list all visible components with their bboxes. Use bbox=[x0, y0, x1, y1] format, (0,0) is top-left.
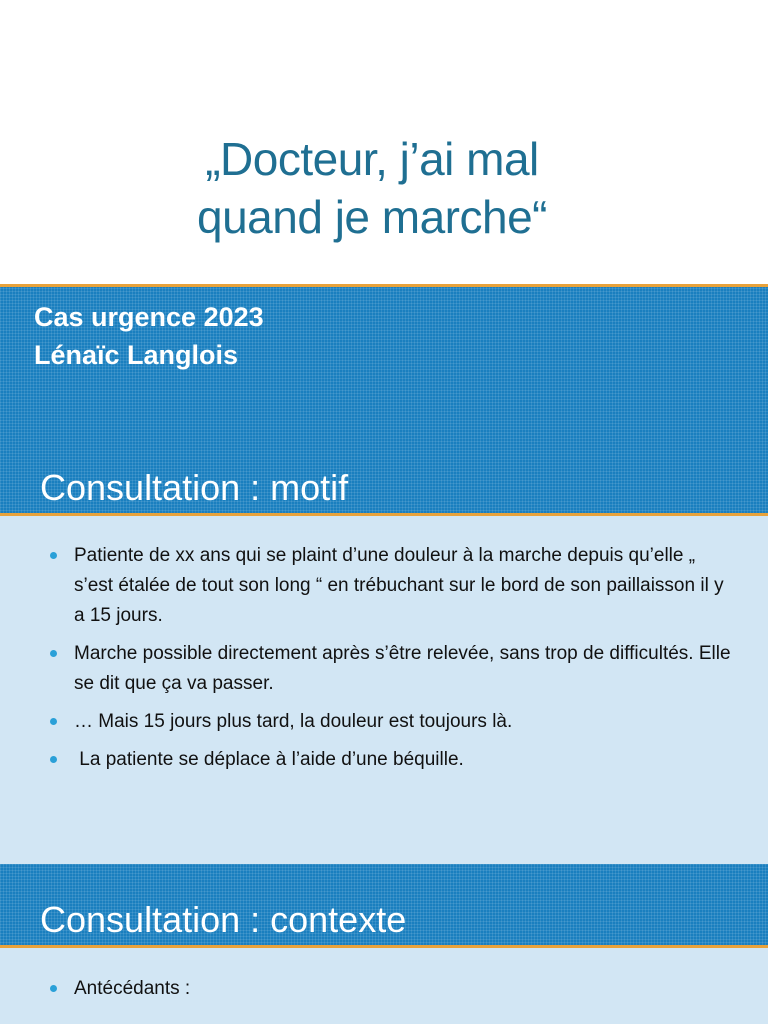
bullet-list-motif bbox=[48, 541, 738, 783]
list-item bbox=[48, 745, 738, 775]
section-heading-motif: Consultation : motif bbox=[40, 467, 349, 508]
slide-title-line-1: „Docteur, j’ai mal bbox=[205, 133, 539, 185]
bullet-list-contexte bbox=[48, 974, 738, 1012]
list-item bbox=[48, 541, 738, 631]
bullet-icon bbox=[50, 650, 57, 657]
list-item-text: Patiente de xx ans qui se plaint d’une douleur à la marche depuis qu’elle „ s’est étalée de tout son long “ en trébuchant sur le bord de son paillaisson il y a 15 jours. bbox=[74, 545, 724, 626]
bullet-icon bbox=[50, 552, 57, 559]
band-top-divider bbox=[0, 284, 768, 287]
slide-title-line-2: quand je marche“ bbox=[197, 191, 547, 243]
bullet-icon bbox=[50, 756, 57, 763]
list-item-text: … Mais 15 jours plus tard, la douleur est toujours là. bbox=[74, 711, 513, 732]
list-item bbox=[48, 974, 738, 1004]
slide-title bbox=[0, 130, 744, 246]
list-item bbox=[48, 707, 738, 737]
subtitle-case: Cas urgence 2023 bbox=[34, 302, 264, 332]
subtitle-author: Lénaïc Langlois bbox=[34, 340, 239, 370]
slide-subtitle bbox=[34, 298, 264, 374]
bullet-icon bbox=[50, 718, 57, 725]
list-item-text: Marche possible directement après s’être relevée, sans trop de difficultés. Elle se dit que ça va passer. bbox=[74, 643, 731, 694]
bullet-icon bbox=[50, 985, 57, 992]
section-heading-contexte: Consultation : contexte bbox=[40, 899, 407, 940]
list-item-text: Antécédants : bbox=[74, 978, 191, 999]
list-item-text: La patiente se déplace à l’aide d’une béquille. bbox=[74, 749, 464, 770]
list-item bbox=[48, 639, 738, 699]
